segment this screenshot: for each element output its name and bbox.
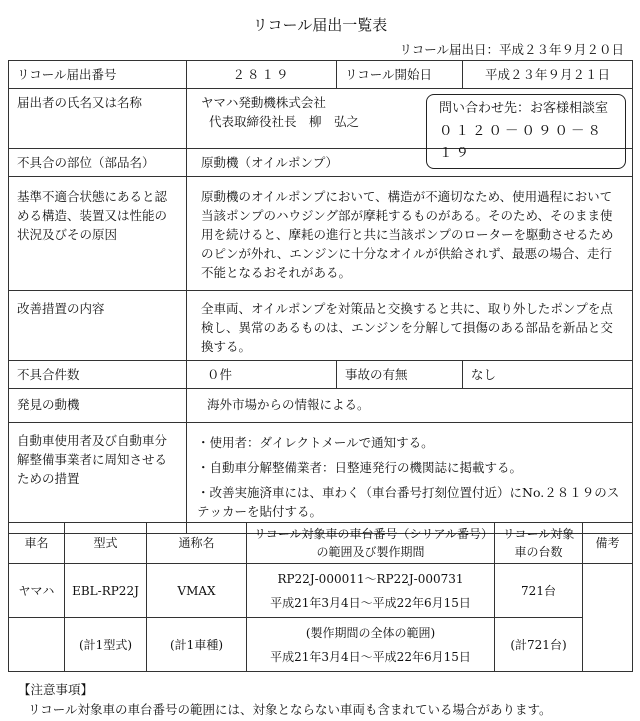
contact-phone: ０１２０－０９０－８１９ — [439, 123, 604, 161]
table-row — [9, 618, 633, 672]
total-names: (計1車種) — [147, 618, 247, 672]
total-count: (計721台) — [495, 618, 583, 672]
notification-list — [187, 423, 633, 534]
recall-number-value: ２８１９ — [187, 61, 337, 89]
filer-cell — [187, 89, 633, 161]
table-row — [9, 389, 633, 423]
column-header: 車名 — [9, 523, 65, 564]
table-row — [9, 61, 633, 89]
total-maker-cell — [9, 618, 65, 672]
remarks-cell — [583, 564, 633, 672]
vehicle-model: EBL-RP22J — [65, 564, 147, 618]
defect-part-label: 不具合の部位（部品名） — [9, 149, 187, 177]
table-row — [9, 423, 633, 534]
column-header: 備考 — [583, 523, 633, 564]
table-row — [9, 564, 633, 618]
list-item: ・使用者：ダイレクトメールで通知する。 — [197, 435, 434, 450]
defect-count-value: ０件 — [187, 361, 337, 389]
notice-text: リコール対象車の車台番号の範囲には、対象とならない車両も含まれている場合があります。 — [28, 702, 552, 717]
recall-start-value: 平成２３年９月２１日 — [463, 61, 633, 89]
column-header: リコール対象車の台数 — [495, 523, 583, 564]
notification-label: 自動車使用者及び自動車分解整備事業者に周知させるための措置 — [9, 423, 187, 534]
table-row — [9, 291, 633, 361]
filing-date: リコール届出日：平成２３年９月２０日 — [399, 42, 624, 57]
vehicle-maker: ヤマハ — [9, 564, 65, 618]
vehicle-range-cell — [247, 564, 495, 618]
list-item: ・自動車分解整備業者：日整連発行の機関誌に掲載する。 — [197, 460, 523, 475]
table-header-row — [9, 523, 633, 564]
defect-count-label: 不具合件数 — [9, 361, 187, 389]
vehicle-production-period: 平成21年3月4日～平成22年6月15日 — [270, 595, 471, 610]
table-row — [9, 177, 633, 291]
column-header: リコール対象車の車台番号（シリアル番号）の範囲及び製作期間 — [247, 523, 495, 564]
page-title: リコール届出一覧表 — [252, 16, 388, 34]
column-header: 通称名 — [147, 523, 247, 564]
table-row — [9, 361, 633, 389]
discovery-motive-label: 発見の動機 — [9, 389, 187, 423]
recall-start-label: リコール開始日 — [337, 61, 463, 89]
filer-label: 届出者の氏名又は名称 — [9, 89, 187, 149]
contact-title: 問い合わせ先：お客様相談室 — [439, 101, 609, 116]
total-models: (計1型式) — [65, 618, 147, 672]
notice-heading: 【注意事項】 — [18, 682, 94, 697]
cause-value: 原動機のオイルポンプにおいて、構造が不適切なため、使用過程において当該ポンプのハウジング部が摩耗するものがある。そのため、そのまま使用を続けると、摩耗の進行と共に当該ポンプのローターを駆動させるためのピンが外れ、エンジンに十分なオイルが供給されず、最悪の場合、走行不能となるおそれがある。 — [187, 177, 633, 291]
vehicle-table — [8, 522, 633, 672]
remedy-label: 改善措置の内容 — [9, 291, 187, 361]
cause-label: 基準不適合状態にあると認める構造、装置又は性能の状況及びその原因 — [9, 177, 187, 291]
remedy-value: 全車両、オイルポンプを対策品と交換すると共に、取り外したポンプを点検し、異常のあるものは、エンジンを分解して損傷のある部品を新品と交換する。 — [187, 291, 633, 361]
recall-info-table — [8, 60, 633, 534]
contact-box — [426, 94, 626, 169]
vehicle-name: VMAX — [147, 564, 247, 618]
table-row — [9, 89, 633, 149]
total-range-cell — [247, 618, 495, 672]
vehicle-serial-range: RP22J-000011～RP22J-000731 — [277, 571, 464, 586]
total-production-period: 平成21年3月4日～平成22年6月15日 — [270, 649, 471, 664]
total-range-label: (製作期間の全体の範囲) — [305, 625, 436, 640]
recall-number-label: リコール届出番号 — [9, 61, 187, 89]
discovery-motive-value: 海外市場からの情報による。 — [187, 389, 633, 423]
list-item: ・改善実施済車には、車わく（車台番号打刻位置付近）にNo.２８１９のステッカーを貼付する。 — [197, 485, 620, 519]
filer-company: ヤマハ発動機株式会社 — [201, 95, 326, 110]
column-header: 型式 — [65, 523, 147, 564]
vehicle-count: 721台 — [495, 564, 583, 618]
defect-part-value: 原動機（オイルポンプ） — [187, 149, 633, 177]
accident-label: 事故の有無 — [337, 361, 463, 389]
accident-value: なし — [463, 361, 633, 389]
filer-representative: 代表取締役社長 柳 弘之 — [209, 114, 360, 129]
